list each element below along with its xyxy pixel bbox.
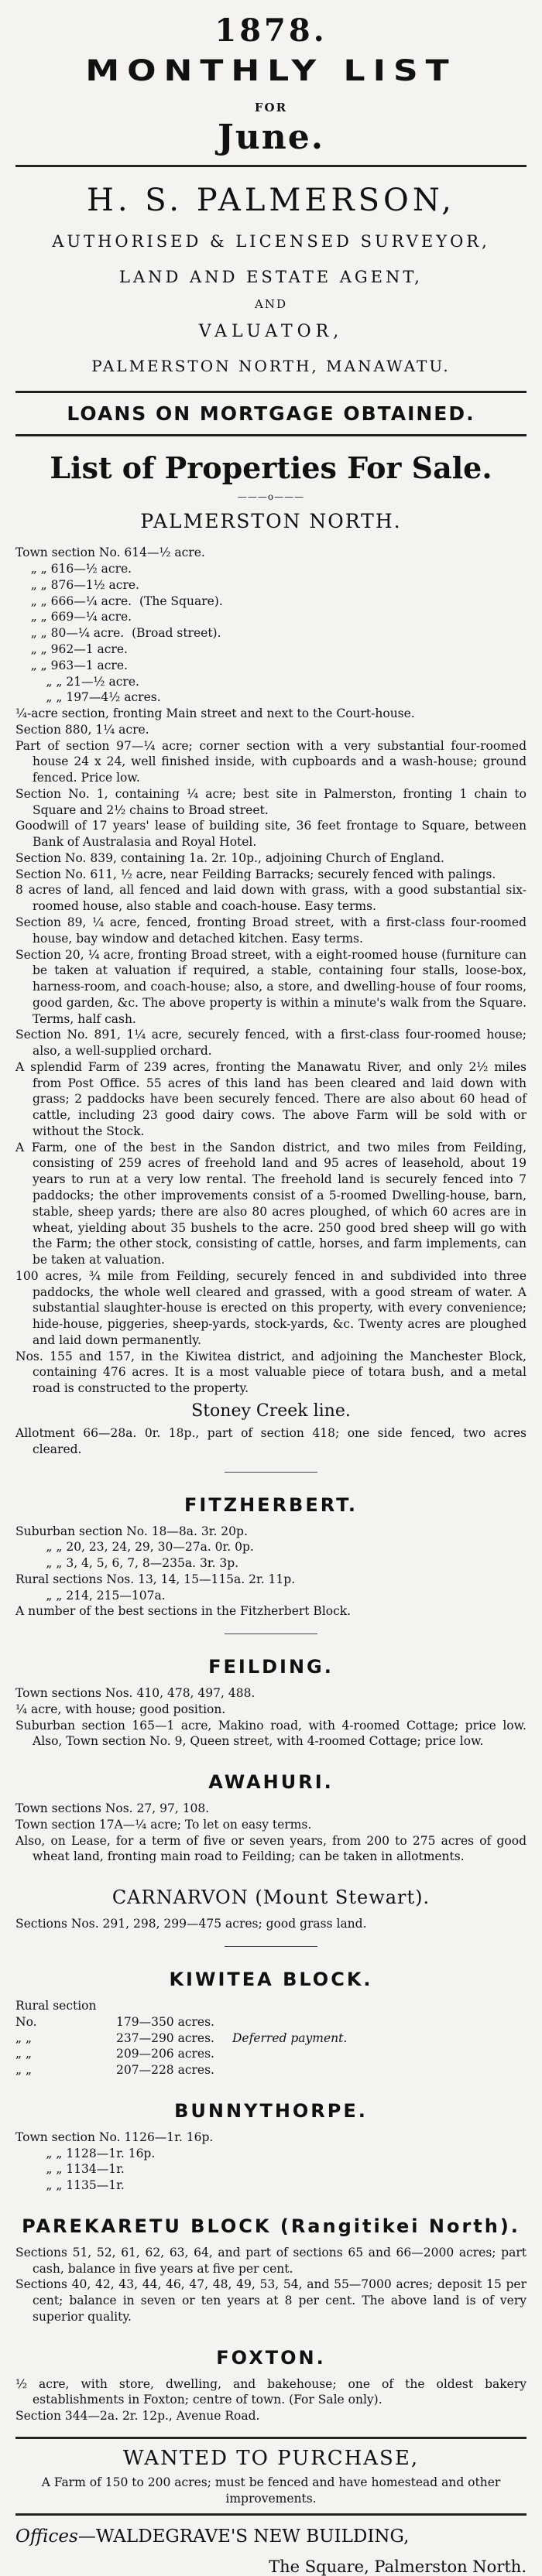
divider (225, 1472, 317, 1473)
offices-label: Offices (15, 2526, 78, 2547)
town-section-line (15, 545, 527, 561)
section-heading-palmerston: PALMERSTON NORTH. (140, 510, 402, 533)
list-title: List of Properties For Sale. (50, 450, 492, 486)
property-entry: Goodwill of 17 years' lease of building site, 36 feet frontage to Square, between Bank of Australasia and Royal Hotel. (15, 819, 527, 850)
section-heading-foxton: FOXTON. (216, 2346, 326, 2369)
town-section-line (15, 674, 527, 690)
town-section-text: Town section No. 614—½ acre. (15, 546, 205, 560)
property-entry: ¼ acre, with house; good position. (15, 1702, 226, 1716)
town-section-line (15, 577, 527, 594)
section-heading-feilding: FEILDING. (208, 1656, 334, 1678)
property-entry-text: „ „ 214, 215—107a. (46, 1588, 166, 1603)
property-entry-text: „ „ 1134—1r. (46, 2162, 125, 2177)
kiwitea-value: 237—290 acres. (116, 2030, 214, 2045)
property-entry: Section 20, ¼ acre, fronting Broad street, with a eight-roomed house (furniture can be taken at valuation if required, a stable, containing four stalls, loose-box, harness-room, and coach-house; also, a store, and dwelling-house of four rooms, good garden, &c. The above property is within a minute's walk from the Square. Terms, half cash. (15, 947, 527, 1026)
agent-location: PALMERSTON NORTH, MANAWATU. (91, 357, 451, 376)
kiwitea-rows (15, 1998, 527, 2078)
kiwitea-note: Deferred payment. (232, 2030, 348, 2045)
kiwitea-row (15, 2046, 527, 2062)
kiwitea-row (15, 2030, 527, 2047)
section-heading-awahuri: AWAHURI. (208, 1771, 334, 1794)
property-entry: 8 acres of land, all fenced and laid down with grass, with a good substantial six-roomed house, also stable and coach-house. Easy terms. (15, 883, 527, 914)
agent-name: H. S. PALMERSON, (86, 183, 456, 219)
offices-line (15, 2526, 527, 2547)
property-entry-text: „ „ 3, 4, 5, 6, 7, 8—235a. 3r. 3p. (46, 1556, 239, 1571)
town-section-line (15, 561, 527, 577)
town-section-text: „ „ 876—1½ acre. (30, 577, 139, 592)
property-entry-text: „ „ 1135—1r. (46, 2178, 125, 2193)
kiwitea-label: „ „ (15, 2030, 32, 2045)
stoney-creek-heading: Stoney Creek line. (191, 1401, 351, 1421)
property-entry: Section 880, 1¼ acre. (15, 722, 149, 737)
kiwitea-row (15, 1998, 527, 2030)
town-section-line (15, 641, 527, 658)
agent-title-line-1: AUTHORISED & LICENSED SURVEYOR, (52, 232, 490, 251)
property-entry: Town section 17A—¼ acre; To let on easy terms. (15, 1817, 312, 1832)
property-entry: ½ acre, with store, dwelling, and bakehouse; one of the oldest bakery establishments in Foxton; centre of town. (For Sale only). (15, 2376, 527, 2407)
property-entry: Suburban section 165—1 acre, Makino road, with 4-roomed Cottage; price low. Also, Town section No. 9, Queen street, with 4-roomed Cottage; price low. (15, 1718, 527, 1749)
divider (15, 391, 527, 393)
property-entry (15, 1539, 527, 1555)
property-entry: Also, on Lease, for a term of five or seven years, from 200 to 275 acres of good wheat land, fronting main road to Feilding; can be taken in allotments. (15, 1833, 527, 1864)
section-heading-fitzherbert: FITZHERBERT. (184, 1493, 358, 1516)
section-heading-parekaretu: PAREKARETU BLOCK (Rangitikei North). (22, 2215, 520, 2237)
agent-title-line-2: LAND AND ESTATE AGENT, (119, 268, 423, 287)
town-section-text: „ „ 669—¼ acre. (30, 610, 132, 624)
town-section-text: „ „ 666—¼ acre. (30, 594, 132, 608)
property-entry (15, 2146, 527, 2162)
document-page (15, 0, 527, 2576)
town-section-line (15, 625, 527, 641)
property-entry (15, 2161, 527, 2177)
wanted-heading: WANTED TO PURCHASE, (122, 2447, 420, 2470)
agent-title-line-3: AND (255, 297, 287, 312)
property-entry-text: „ „ 1128—1r. 16p. (46, 2146, 156, 2160)
property-entry: Rural sections Nos. 13, 14, 15—115a. 2r. 11p. (15, 1572, 296, 1586)
kiwitea-label: „ „ (15, 2063, 32, 2078)
property-entry: Section No. 891, 1¼ acre, securely fenced, with a first-class four-roomed house; also, a well-supplied orchard. (15, 1028, 527, 1059)
palmerston-entries (15, 706, 527, 1397)
town-section-text: „ „ 616—½ acre. (30, 562, 132, 576)
town-section-text: „ „ 962—1 acre. (30, 641, 128, 656)
for-label: FOR (254, 101, 288, 115)
town-section-text: „ „ 963—1 acre. (30, 658, 128, 672)
divider (15, 2437, 527, 2439)
property-entry: Section No. 611, ½ acre, near Feilding Barracks; securely fenced with palings. (15, 867, 496, 881)
property-entry: A Farm, one of the best in the Sandon district, and two miles from Feilding, consisting of 259 acres of freehold land and 95 acres of leasehold, about 19 years to run at a very low rental. The freehold land is securely fenced into 7 paddocks; the other improvements consist of a 5-roomed Dwelling-house, barn, stable, sheep yards; there are also 80 acres ploughed, of which 60 acres are in wheat, yielding about 35 bushels to the acre. 250 good bred sheep will go with the Farm; the other stock, consisting of cattle, horses, and farm implements, can be taken at valuation. (15, 1140, 527, 1267)
month-heading: June. (217, 118, 325, 158)
property-entry: Town sections Nos. 27, 97, 108. (15, 1801, 210, 1816)
wanted-entry: A Farm of 150 to 200 acres; must be fenced and have homestead and other improvements. (41, 2475, 501, 2506)
offices-location: The Square, Palmerston North. (269, 2557, 527, 2576)
property-entry: Suburban section No. 18—8a. 3r. 20p. (15, 1524, 248, 1538)
agent-title-line-4: VALUATOR, (198, 322, 344, 342)
offices-address: —WALDEGRAVE'S NEW BUILDING, (77, 2526, 410, 2547)
property-entry: Town sections Nos. 410, 478, 497, 488. (15, 1686, 256, 1701)
property-entry: ¼-acre section, fronting Main street and next to the Court-house. (15, 706, 415, 721)
property-entry: Section 344—2a. 2r. 12p., Avenue Road. (15, 2409, 260, 2424)
property-entry-text: „ „ 20, 23, 24, 29, 30—27a. 0r. 0p. (46, 1540, 254, 1555)
property-entry: Part of section 97—¼ acre; corner section with a very substantial four-roomed house 24 x 24, well finished inside, with cupboards and a wash-house; ground fenced. Price low. (15, 738, 527, 785)
kiwitea-row (15, 2062, 527, 2078)
town-section-line (15, 594, 527, 610)
property-entry (15, 1555, 527, 1572)
town-section-text: „ „ 80—¼ acre. (30, 626, 125, 641)
monthly-list-title: MONTHLY LIST (85, 53, 457, 88)
loans-heading: LOANS ON MORTGAGE OBTAINED. (67, 402, 475, 426)
divider (15, 434, 527, 436)
property-entry: Nos. 155 and 157, in the Kiwitea district, and adjoining the Manchester Block, containing 476 acres. It is a most valuable piece of totara bush, and a metal road is constructed to the property. (15, 1349, 527, 1396)
town-section-line (15, 689, 527, 706)
kiwitea-label: Rural section No. (15, 1998, 97, 2029)
town-section-note: (The Square). (139, 594, 223, 608)
property-entry: Sections 40, 42, 43, 44, 46, 47, 48, 49, 53, 54, and 55—7000 acres; deposit 15 per cent; balance in seven or ten years at 8 per cent. The above land is of very superior quality. (15, 2277, 527, 2324)
property-entry (15, 1588, 527, 1604)
town-section-line (15, 609, 527, 625)
palmerston-town-sections (15, 545, 527, 706)
town-section-text: „ „ 197—4½ acres. (46, 690, 161, 705)
property-entry (15, 2177, 527, 2194)
kiwitea-value: 207—228 acres. (116, 2063, 214, 2078)
property-entry: Town section No. 1126—1r. 16p. (15, 2130, 214, 2144)
year-heading: 1878. (214, 12, 328, 49)
kiwitea-value: 209—206 acres. (116, 2047, 214, 2061)
ornament: ———o——— (237, 491, 305, 503)
property-entry: 100 acres, ¾ mile from Feilding, securely fenced in and subdivided into three paddocks, the whole well cleared and grassed, with a good stream of water. A substantial slaughter-house is erected on this property, with every convenience; hide-house, piggeries, sheep-yards, stock-yards, &c. Twenty acres are ploughed and laid down permanently. (15, 1268, 527, 1347)
town-section-note: (Broad street). (132, 626, 221, 641)
property-entry: Section No. 1, containing ¼ acre; best site in Palmerston, fronting 1 chain to Square and 2½ chains to Broad street. (15, 786, 527, 817)
property-entry: Section No. 839, containing 1a. 2r. 10p., adjoining Church of England. (15, 850, 444, 865)
town-section-text: „ „ 21—½ acre. (46, 674, 139, 689)
section-heading-carnarvon: CARNARVON (Mount Stewart). (111, 1887, 431, 1909)
property-entry: A number of the best sections in the Fitzherbert Block. (15, 1604, 352, 1619)
divider (225, 1946, 317, 1947)
property-entry: Sections 51, 52, 61, 62, 63, 64, and part of sections 65 and 66—2000 acres; part cash, balance in five years at five per cent. (15, 2245, 527, 2276)
kiwitea-label: „ „ (15, 2047, 32, 2061)
kiwitea-value: 179—350 acres. (116, 2014, 214, 2029)
town-section-line (15, 658, 527, 674)
section-heading-bunnythorpe: BUNNYTHORPE. (174, 2099, 368, 2122)
property-entry: Allotment 66—28a. 0r. 18p., part of section 418; one side fenced, two acres cleared. (15, 1425, 527, 1456)
section-heading-kiwitea: KIWITEA BLOCK. (169, 1968, 373, 1990)
divider (15, 2513, 527, 2516)
divider (15, 165, 527, 167)
property-entry: Section 89, ¼ acre, fenced, fronting Broad street, with a first-class four-roomed house, bay window and detached kitchen. Easy terms. (15, 915, 527, 946)
property-entry: A splendid Farm of 239 acres, fronting the Manawatu River, and only 2½ miles from Post Office. 55 acres of this land has been cleared and laid down with grass; 2 paddocks have been securely fenced. There are also about 60 head of cattle, including 23 good dairy cows. The above Farm will be sold with or without the Stock. (15, 1059, 527, 1138)
property-entry: Sections Nos. 291, 298, 299—475 acres; good grass land. (15, 1917, 367, 1931)
